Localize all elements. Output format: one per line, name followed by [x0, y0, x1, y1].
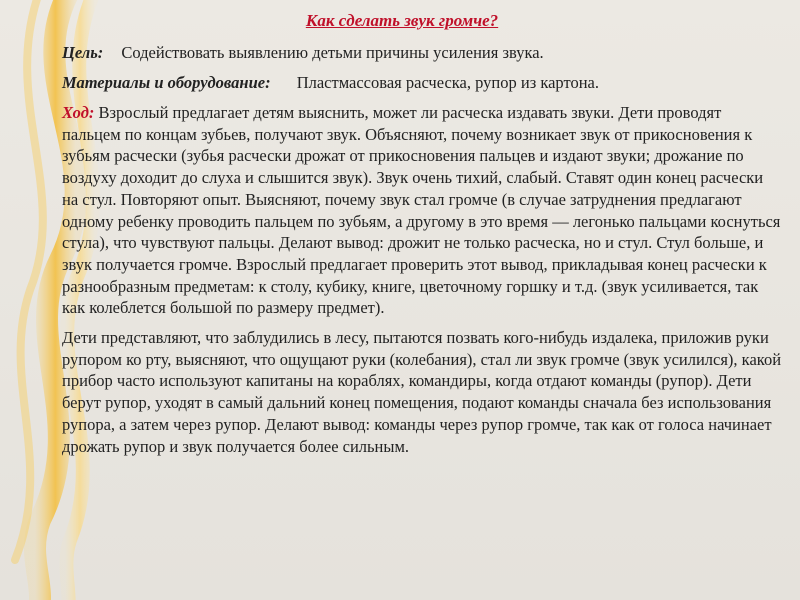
procedure-text: Взрослый предлагает детям выяснить, может ли расческа издавать звуки. Дети проводят пальцем по концам зубьев, получают звук. Объясняют, почему возникает звук от прикосновения к зубьям расчески (зубья расчески дрожат от прикосновения пальцев и издают звуки; дрожание по воздуху доходит до слуха и слышится звук). Звук очень тихий, слабый. Ставят один конец расчески на стул. Повторяют опыт. Выясняют, почему звук стал громче (в случае затруднения предлагают одному ребенку проводить пальцем по зубьям, а другому в это время — легонько пальцами коснуться стула), что чувствуют пальцы. Делают вывод: дрожит не только расческа, но и стул. Стул больше, и звук получается громче. Взрослый предлагает проверить этот вывод, прикладывая конец расчески к разнообразным предметам: к столу, кубику, книге, цветочному горшку и т.д. (звук усиливается, так как колеблется большой по размеру предмет).	[62, 103, 781, 318]
materials-text: Пластмассовая расческа, рупор из картона.	[296, 73, 599, 92]
materials-label: Материалы и оборудование:	[62, 73, 271, 92]
materials-line	[62, 72, 782, 94]
goal-line	[62, 42, 782, 64]
slide-title: Как сделать звук громче?	[305, 11, 499, 30]
goal-text: Содействовать выявлению детьми причины усиления звука.	[121, 43, 544, 62]
procedure-paragraph	[62, 102, 782, 319]
slide-content	[62, 10, 782, 465]
goal-label: Цель:	[62, 43, 104, 62]
second-paragraph: Дети представляют, что заблудились в лесу, пытаются позвать кого-нибудь издалека, приложив руки рупором ко рту, выясняют, что ощущают руки (колебания), стал ли звук громче (звук усилился), какой прибор часто используют капитаны на кораблях, командиры, когда отдают команды (рупор). Дети берут рупор, уходят в самый дальний конец помещения, подают команды сначала без использования рупора, а затем через рупор. Делают вывод: команды через рупор громче, так как от голоса начинает дрожать рупор и звук получается более сильным.	[62, 328, 782, 456]
procedure-label: Ход:	[62, 103, 95, 122]
